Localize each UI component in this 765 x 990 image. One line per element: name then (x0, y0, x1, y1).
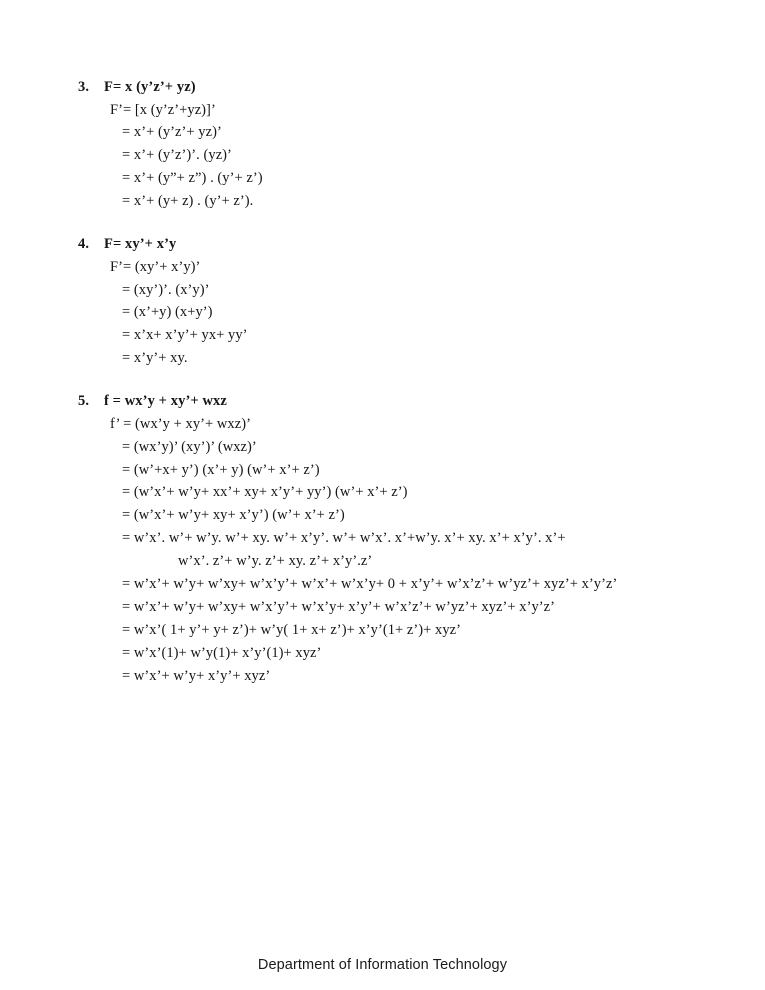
derivation-step: = x’y’+ xy. (122, 350, 188, 367)
problem-block (78, 392, 718, 687)
derivation-steps (78, 99, 718, 214)
problem-heading (78, 78, 718, 98)
derivation-step: = (wx’y)’ (xy’)’ (wxz)’ (122, 438, 257, 455)
derivation-step: w’x’. z’+ w’y. z’+ xy. z’+ x’y’.z’ (178, 553, 373, 570)
derivation-step: = w’x’+ w’y+ x’y’+ xyz’ (122, 667, 271, 684)
problem-heading (78, 235, 718, 255)
derivation-step: = w’x’. w’+ w’y. w’+ xy. w’+ x’y’. w’+ w’x’. x’+w’y. x’+ xy. x’+ x’y’. x’+ (122, 530, 566, 547)
derivation-step: = x’x+ x’y’+ yx+ yy’ (122, 327, 248, 344)
problem-number: 4. (78, 236, 90, 253)
document-body (78, 78, 718, 710)
derivation-step: F’= (xy’+ x’y)’ (110, 258, 201, 275)
derivation-step: = w’x’(1)+ w’y(1)+ x’y’(1)+ xyz’ (122, 644, 322, 661)
derivation-steps (78, 256, 718, 371)
problem-expression: f = wx’y + xy’+ wxz (104, 393, 227, 410)
derivation-step: = w’x’+ w’y+ w’xy+ w’x’y’+ w’x’+ w’x’y+ 0 + x’y’+ w’x’z’+ w’yz’+ xyz’+ x’y’z’ (122, 576, 618, 593)
derivation-step: = (x’+y) (x+y’) (122, 304, 213, 321)
derivation-step: = x’+ (y’z’+ yz)’ (122, 124, 222, 141)
derivation-step: = w’x’+ w’y+ w’xy+ w’x’y’+ w’x’y+ x’y’+ w’x’z’+ w’yz’+ xyz’+ x’y’z’ (122, 599, 555, 615)
problem-block (78, 78, 718, 213)
problem-number: 3. (78, 79, 90, 95)
derivation-step: = (w’x’+ w’y+ xy+ x’y’) (w’+ x’+ z’) (122, 507, 345, 524)
derivation-step: = (w’x’+ w’y+ xx’+ xy+ x’y’+ yy’) (w’+ x’+ z’) (122, 484, 408, 501)
problem-block (78, 235, 718, 370)
derivation-step: f’ = (wx’y + xy’+ wxz)’ (110, 415, 251, 432)
derivation-step: F’= [x (y’z’+yz)]’ (110, 101, 216, 118)
derivation-step: = x’+ (y”+ z”) . (y’+ z’) (122, 170, 263, 187)
page-footer: Department of Information Technology (257, 957, 508, 973)
derivation-step: = x’+ (y’z’)’. (yz)’ (122, 147, 232, 164)
derivation-step: = x’+ (y+ z) . (y’+ z’). (122, 193, 254, 210)
derivation-step: = w’x’( 1+ y’+ y+ z’)+ w’y( 1+ x+ z’)+ x’y’(1+ z’)+ xyz’ (122, 621, 462, 638)
problem-expression: F= xy’+ x’y (104, 236, 177, 253)
problem-number: 5. (78, 393, 90, 410)
problem-heading (78, 392, 718, 412)
derivation-step: = (w’+x+ y’) (x’+ y) (w’+ x’+ z’) (122, 461, 320, 478)
derivation-step: = (xy’)’. (x’y)’ (122, 281, 210, 298)
derivation-steps (78, 413, 718, 688)
problem-expression: F= x (y’z’+ yz) (104, 79, 196, 95)
